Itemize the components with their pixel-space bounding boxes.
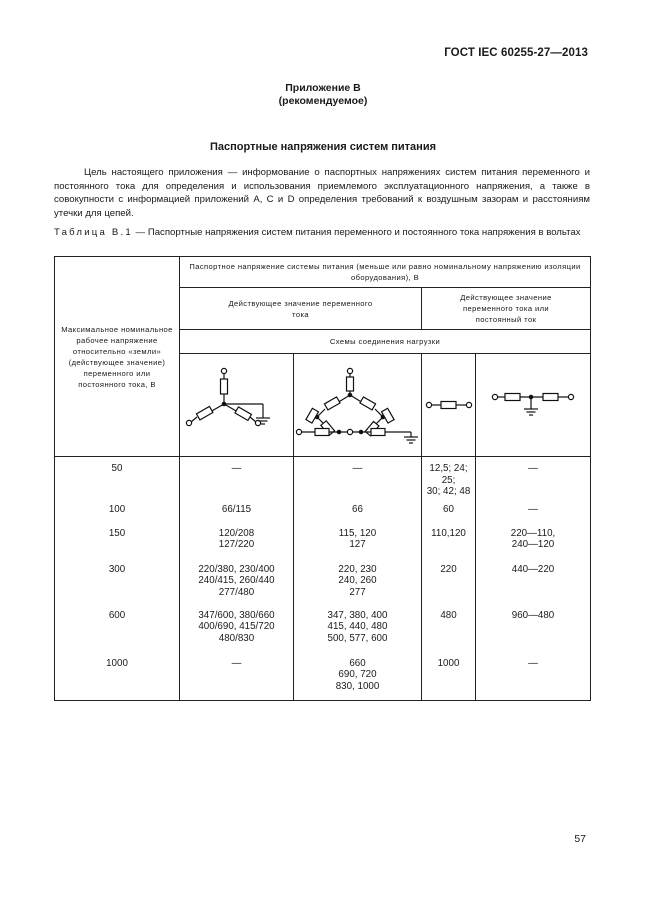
ac-dc-value-header: Действующее значение переменного тока или постоянный ток bbox=[422, 288, 591, 330]
delta-values-cell: 347, 380, 400 415, 440, 480 500, 577, 600 bbox=[294, 604, 422, 652]
max-voltage-header: Максимальное номинальное рабочее напряжение относительно «земли» (действующее значение) переменного или постоянного тока, В bbox=[55, 257, 180, 457]
single-values-cell: 220 bbox=[422, 558, 476, 604]
max-voltage-cell: 1000 bbox=[55, 652, 180, 701]
midpoint-values-cell: 220—110, 240—120 bbox=[476, 522, 591, 558]
table-row bbox=[55, 498, 591, 522]
max-voltage-cell: 600 bbox=[55, 604, 180, 652]
single-values-cell: 1000 bbox=[422, 652, 476, 701]
star-connection-diagram bbox=[181, 365, 293, 445]
midpoint-values-cell: — bbox=[476, 652, 591, 701]
page-number: 57 bbox=[574, 833, 586, 845]
midpoint-values-cell: — bbox=[476, 498, 591, 522]
supply-voltage-table bbox=[54, 256, 591, 701]
single-values-cell: 110,120 bbox=[422, 522, 476, 558]
table-caption bbox=[54, 227, 590, 239]
max-voltage-cell: 100 bbox=[55, 498, 180, 522]
ac-value-header: Действующее значение переменного тока bbox=[180, 288, 422, 330]
delta-values-cell: 660 690, 720 830, 1000 bbox=[294, 652, 422, 701]
annex-heading bbox=[0, 82, 646, 108]
delta-values-cell: 220, 230 240, 260 277 bbox=[294, 558, 422, 604]
table-row bbox=[55, 558, 591, 604]
intro-text bbox=[54, 166, 590, 220]
max-voltage-cell: 50 bbox=[55, 457, 180, 498]
single-values-cell: 480 bbox=[422, 604, 476, 652]
max-voltage-cell: 150 bbox=[55, 522, 180, 558]
table-row bbox=[55, 522, 591, 558]
scheme-midpoint-cell bbox=[476, 354, 591, 457]
single-values-cell: 60 bbox=[422, 498, 476, 522]
table-row bbox=[55, 652, 591, 701]
midpoint-values-cell: 960—480 bbox=[476, 604, 591, 652]
midpoint-values-cell: 440—220 bbox=[476, 558, 591, 604]
star-values-cell: 120/208 127/220 bbox=[180, 522, 294, 558]
scheme-single-cell bbox=[422, 354, 476, 457]
midpoint-values-cell: — bbox=[476, 457, 591, 498]
midpoint-earthed-diagram bbox=[491, 387, 575, 423]
section-title: Паспортные напряжения систем питания bbox=[209, 141, 436, 153]
load-schemes-header: Схемы соединения нагрузки bbox=[180, 330, 591, 354]
delta-values-cell: 115, 120 127 bbox=[294, 522, 422, 558]
scheme-star-cell bbox=[180, 354, 294, 457]
star-values-cell: 66/115 bbox=[180, 498, 294, 522]
delta-connection-diagram bbox=[295, 365, 421, 445]
single-load-diagram bbox=[425, 395, 473, 415]
star-values-cell: 347/600, 380/660 400/690, 415/720 480/830 bbox=[180, 604, 294, 652]
annex-title: Приложение В bbox=[285, 82, 361, 94]
max-voltage-cell: 300 bbox=[55, 558, 180, 604]
supply-voltage-header: Паспортное напряжение системы питания (меньше или равно номинальному напряжению изоляции оборудования), В bbox=[180, 257, 591, 288]
star-values-cell: 220/380, 230/400 240/415, 260/440 277/480 bbox=[180, 558, 294, 604]
delta-values-cell: — bbox=[294, 457, 422, 498]
table-caption-text: — Паспортные напряжения систем питания переменного и постоянного тока напряжения в вольтах bbox=[132, 227, 581, 238]
annex-status: (рекомендуемое) bbox=[278, 95, 368, 107]
star-values-cell: — bbox=[180, 652, 294, 701]
delta-values-cell: 66 bbox=[294, 498, 422, 522]
table-caption-label: Таблица В.1 bbox=[54, 227, 133, 238]
standard-code: ГОСТ IEC 60255-27—2013 bbox=[444, 47, 588, 59]
table-row bbox=[55, 604, 591, 652]
table-row bbox=[55, 457, 591, 498]
scheme-delta-cell bbox=[294, 354, 422, 457]
star-values-cell: — bbox=[180, 457, 294, 498]
intro-paragraph: Цель настоящего приложения — информование о паспортных напряжениях систем питания переменного и постоянного тока для определения и использования приемлемого эксплуатационного напряжения, а также в совокупности с информацией приложений А, С и D определения требований к воздушным зазорам и расстояниям утечки для цепей. bbox=[54, 167, 590, 219]
single-values-cell: 12,5; 24; 25; 30; 42; 48 bbox=[422, 457, 476, 498]
